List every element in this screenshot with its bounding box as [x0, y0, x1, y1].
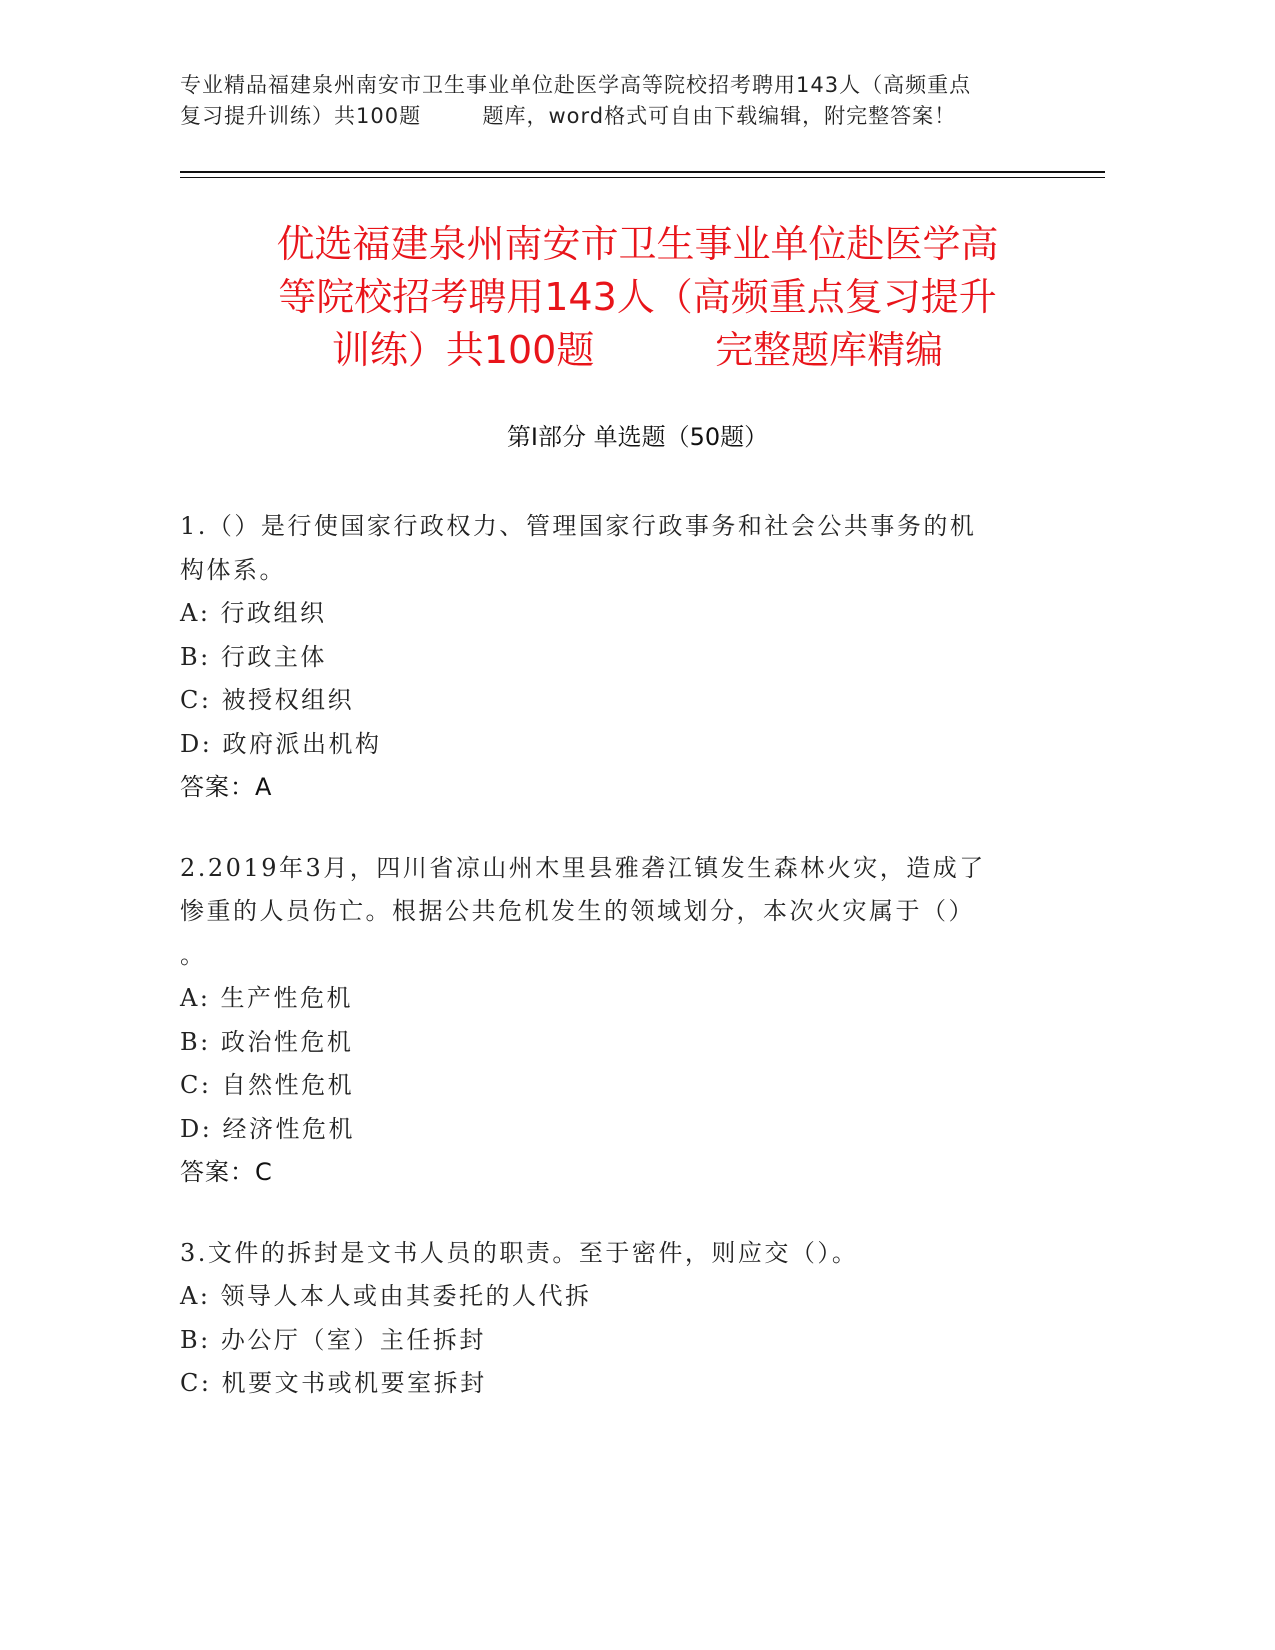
answer-label: 答案：C	[180, 1158, 273, 1186]
title-line-1: 优选福建泉州南安市卫生事业单位赴医学高	[276, 222, 999, 266]
question-3	[180, 1232, 1040, 1406]
option-b: B: 办公厅（室）主任拆封	[180, 1325, 486, 1354]
option-c: C: 机要文书或机要室拆封	[180, 1369, 487, 1397]
question-stem-line: 惨重的人员伤亡。根据公共危机发生的领域划分，本次火灾属于（）	[180, 897, 975, 925]
option-a: A: 行政组织	[180, 599, 327, 627]
option-b: B: 政治性危机	[180, 1027, 354, 1056]
question-stem-line: 构体系。	[180, 555, 286, 584]
document-header	[180, 70, 1060, 132]
question-1	[180, 505, 1040, 810]
header-rule-thick	[180, 171, 1105, 173]
option-d: D: 政府派出机构	[180, 729, 382, 758]
option-c: C: 自然性危机	[180, 1071, 355, 1099]
question-stem-line: 3.文件的拆封是文书人员的职责。至于密件，则应交（）。	[180, 1238, 859, 1267]
question-list	[180, 505, 1040, 1443]
question-stem-line: 。	[180, 940, 207, 969]
option-a: A: 领导人本人或由其委托的人代拆	[180, 1282, 592, 1310]
header-line-1: 专业精品福建泉州南安市卫生事业单位赴医学高等院校招考聘用143人（高频重点	[180, 73, 972, 97]
option-c: C: 被授权组织	[180, 686, 355, 714]
answer-label: 答案：A	[180, 773, 273, 801]
section-heading: 第Ⅰ部分 单选题（50题）	[506, 423, 769, 451]
title-line-3: 训练）共100题 完整题库精编	[331, 328, 944, 372]
header-line-2: 复习提升训练）共100题 题库，word格式可自由下载编辑，附完整答案！	[180, 104, 957, 128]
document-title	[140, 218, 1135, 377]
question-stem-line: 1.（）是行使国家行政权力、管理国家行政事务和社会公共事务的机	[180, 512, 977, 540]
option-b: B: 行政主体	[180, 642, 327, 671]
question-2	[180, 847, 1040, 1195]
header-rule-thin	[180, 177, 1105, 178]
title-line-2: 等院校招考聘用143人（高频重点复习提升	[278, 275, 997, 319]
option-d: D: 经济性危机	[180, 1114, 355, 1143]
option-a: A: 生产性危机	[180, 984, 354, 1012]
question-stem-line: 2.2019年3月，四川省凉山州木里县雅砻江镇发生森林火灾，造成了	[180, 853, 986, 882]
